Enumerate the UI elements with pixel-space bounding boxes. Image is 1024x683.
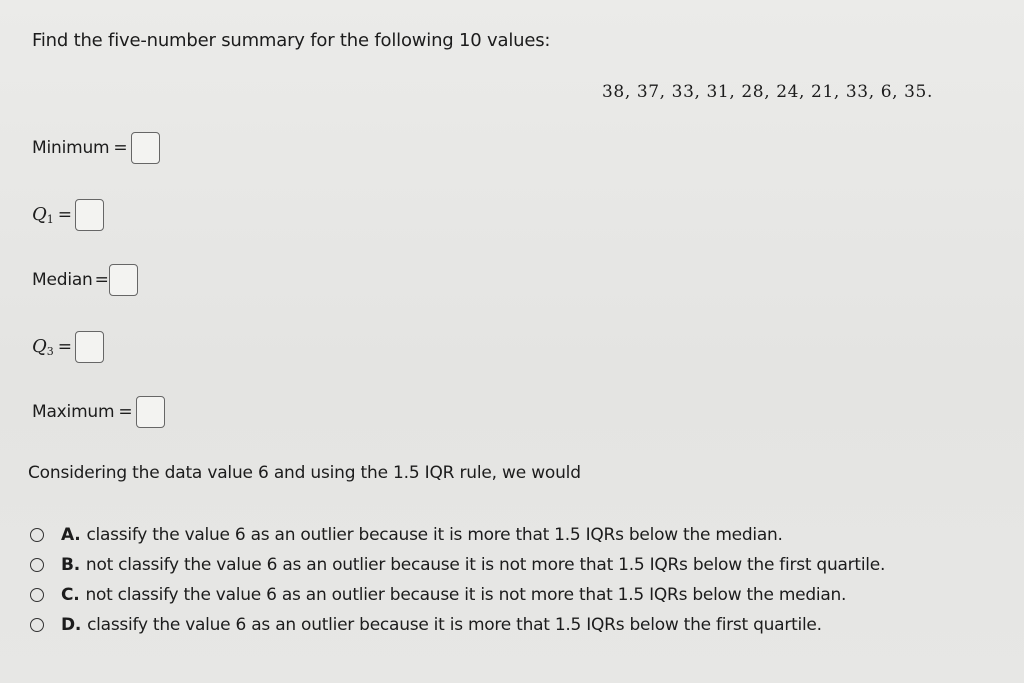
q3-subscript: 3 <box>46 345 54 358</box>
option-d[interactable] <box>28 610 885 640</box>
maximum-row <box>32 396 165 428</box>
equals-sign: = <box>118 402 133 422</box>
question-prompt: Find the five-number summary for the following 10 values: <box>32 30 551 51</box>
option-text: classify the value 6 as an outlier because it is more that 1.5 IQRs below the median. <box>86 525 783 545</box>
option-a[interactable] <box>28 520 885 550</box>
minimum-label: Minimum <box>32 138 110 158</box>
radio-button-icon[interactable] <box>30 588 44 602</box>
equals-sign: = <box>57 337 73 357</box>
outlier-question: Considering the data value 6 and using the 1.5 IQR rule, we would <box>28 463 581 483</box>
median-row <box>32 264 138 296</box>
q3-symbol: Q <box>32 336 47 357</box>
radio-button-icon[interactable] <box>30 558 44 572</box>
option-text: classify the value 6 as an outlier because it is more that 1.5 IQRs below the first quartile. <box>87 615 822 635</box>
maximum-label: Maximum <box>32 402 115 422</box>
q3-answer-box[interactable] <box>75 331 104 363</box>
option-c[interactable] <box>28 580 885 610</box>
q1-label <box>32 204 54 226</box>
equals-sign: = <box>57 205 73 225</box>
minimum-row <box>32 132 160 164</box>
equals-sign: = <box>94 270 109 290</box>
option-letter: C. <box>61 585 80 605</box>
maximum-answer-box[interactable] <box>136 396 165 428</box>
radio-button-icon[interactable] <box>30 528 44 542</box>
radio-button-icon[interactable] <box>30 618 44 632</box>
answer-options <box>28 520 885 640</box>
q3-row <box>32 331 104 363</box>
option-text: not classify the value 6 as an outlier because it is not more that 1.5 IQRs below the median. <box>85 585 847 605</box>
option-letter: D. <box>61 615 82 635</box>
median-answer-box[interactable] <box>109 264 138 296</box>
equals-sign: = <box>113 138 128 158</box>
median-label: Median <box>32 270 93 290</box>
q1-row <box>32 199 104 231</box>
data-values: 38, 37, 33, 31, 28, 24, 21, 33, 6, 35. <box>602 82 933 102</box>
q1-answer-box[interactable] <box>75 199 104 231</box>
q1-subscript: 1 <box>46 213 54 226</box>
minimum-answer-box[interactable] <box>131 132 160 164</box>
option-text: not classify the value 6 as an outlier because it is not more that 1.5 IQRs below the first quartile. <box>85 555 886 575</box>
option-letter: B. <box>61 555 80 575</box>
option-b[interactable] <box>28 550 885 580</box>
q1-symbol: Q <box>32 204 47 225</box>
option-letter: A. <box>61 525 81 545</box>
q3-label <box>32 336 54 358</box>
